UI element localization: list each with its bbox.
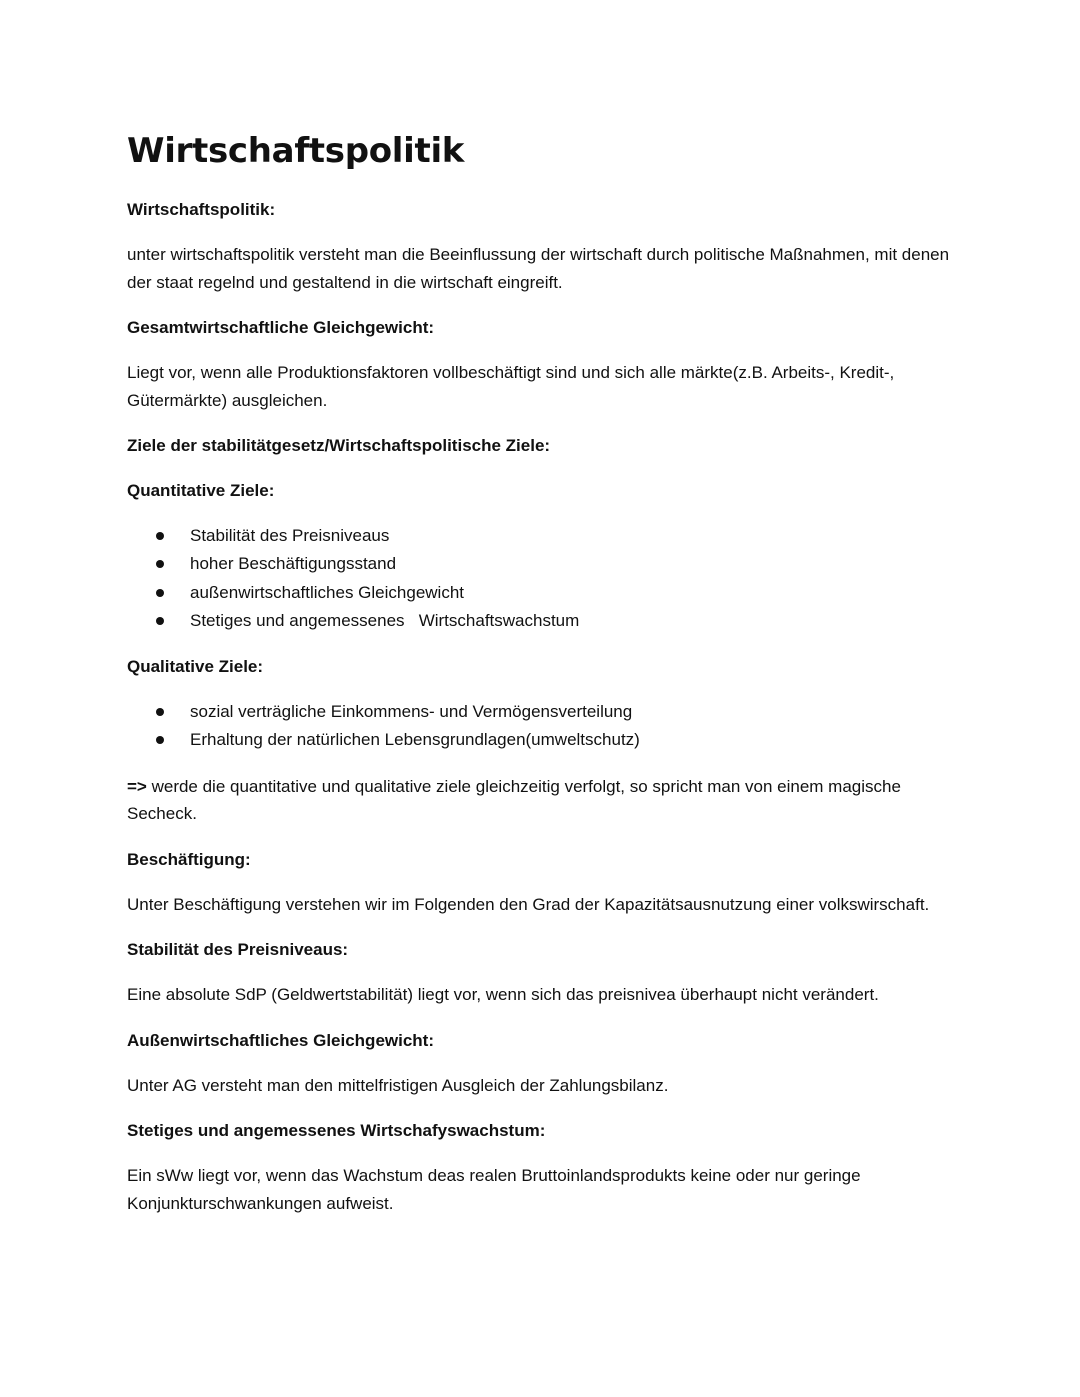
text-gesamtwirtschaftliches-gleichgewicht: Liegt vor, wenn alle Produktionsfaktoren vollbeschäftigt sind und sich alle märkte(z.B. Arbeits-, Kredit-, Gütermärkte) ausgleichen. [127, 363, 895, 410]
document-page [127, 126, 957, 1235]
text-stabilitaet-preisniveau: Eine absolute SdP (Geldwertstabilität) liegt vor, wenn sich das preisnivea überhaupt nicht verändert. [127, 985, 879, 1005]
document-title: Wirtschaftspolitik [127, 131, 465, 171]
text-wirtschaftswachstum: Ein sWw liegt vor, wenn das Wachstum deas realen Bruttoinlandsprodukts keine oder nur geringe Konjunkturschwankungen aufweist. [127, 1166, 861, 1213]
list-item [127, 522, 957, 550]
list-qualitative-ziele [127, 698, 957, 755]
list-item [127, 698, 957, 726]
bullet-icon [156, 589, 164, 597]
heading-qualitative-ziele: Qualitative Ziele: [127, 657, 264, 677]
list-item-text: Stabilität des Preisniveaus [190, 526, 390, 545]
heading-gesamtwirtschaftliches-gleichgewicht: Gesamtwirtschaftliche Gleichgewicht: [127, 318, 435, 337]
conclusion-paragraph [127, 773, 957, 828]
text-aussenwirtschaftliches-gleichgewicht: Unter AG versteht man den mittelfristigen Ausgleich der Zahlungsbilanz. [127, 1075, 669, 1095]
text-wirtschaftspolitik: unter wirtschaftspolitik versteht man die Beeinflussung der wirtschaft durch politische Maßnahmen, mit denen der staat regelnd und gestaltend in die wirtschaft eingreift. [127, 245, 950, 292]
heading-aussenwirtschaftliches-gleichgewicht: Außenwirtschaftliches Gleichgewicht: [127, 1030, 435, 1050]
list-item [127, 550, 957, 578]
list-item [127, 726, 957, 754]
heading-wirtschaftswachstum: Stetiges und angemessenes Wirtschafyswachstum: [127, 1121, 546, 1141]
heading-wirtschaftspolitik: Wirtschaftspolitik: [127, 200, 276, 219]
bullet-icon [156, 617, 164, 625]
heading-ziele: Ziele der stabilitätgesetz/Wirtschaftspolitische Ziele: [127, 436, 551, 455]
list-item-text: außenwirtschaftliches Gleichgewicht [190, 582, 465, 602]
text-beschaeftigung: Unter Beschäftigung verstehen wir im Folgenden den Grad der Kapazitätsausnutzung einer volkswirschaft. [127, 894, 930, 914]
list-item-text: sozial verträgliche Einkommens- und Vermögensverteilung [190, 702, 633, 722]
bullet-icon [156, 532, 164, 540]
conclusion-arrow: => [127, 776, 147, 796]
list-item [127, 579, 957, 607]
conclusion-text: werde die quantitative und qualitative ziele gleichzeitig verfolgt, so spricht man von einem magische Secheck. [127, 776, 901, 824]
list-item-text: Erhaltung der natürlichen Lebensgrundlagen(umweltschutz) [190, 730, 640, 750]
bullet-icon [156, 736, 164, 744]
heading-quantitative-ziele: Quantitative Ziele: [127, 481, 275, 500]
bullet-icon [156, 560, 164, 568]
list-item-text: hoher Beschäftigungsstand [190, 554, 397, 574]
bullet-icon [156, 708, 164, 716]
list-quantitative-ziele [127, 522, 957, 635]
list-item [127, 607, 957, 635]
heading-beschaeftigung: Beschäftigung: [127, 849, 251, 869]
list-item-text: Stetiges und angemessenes Wirtschaftswachstum [190, 610, 580, 630]
heading-stabilitaet-preisniveau: Stabilität des Preisniveaus: [127, 940, 349, 960]
